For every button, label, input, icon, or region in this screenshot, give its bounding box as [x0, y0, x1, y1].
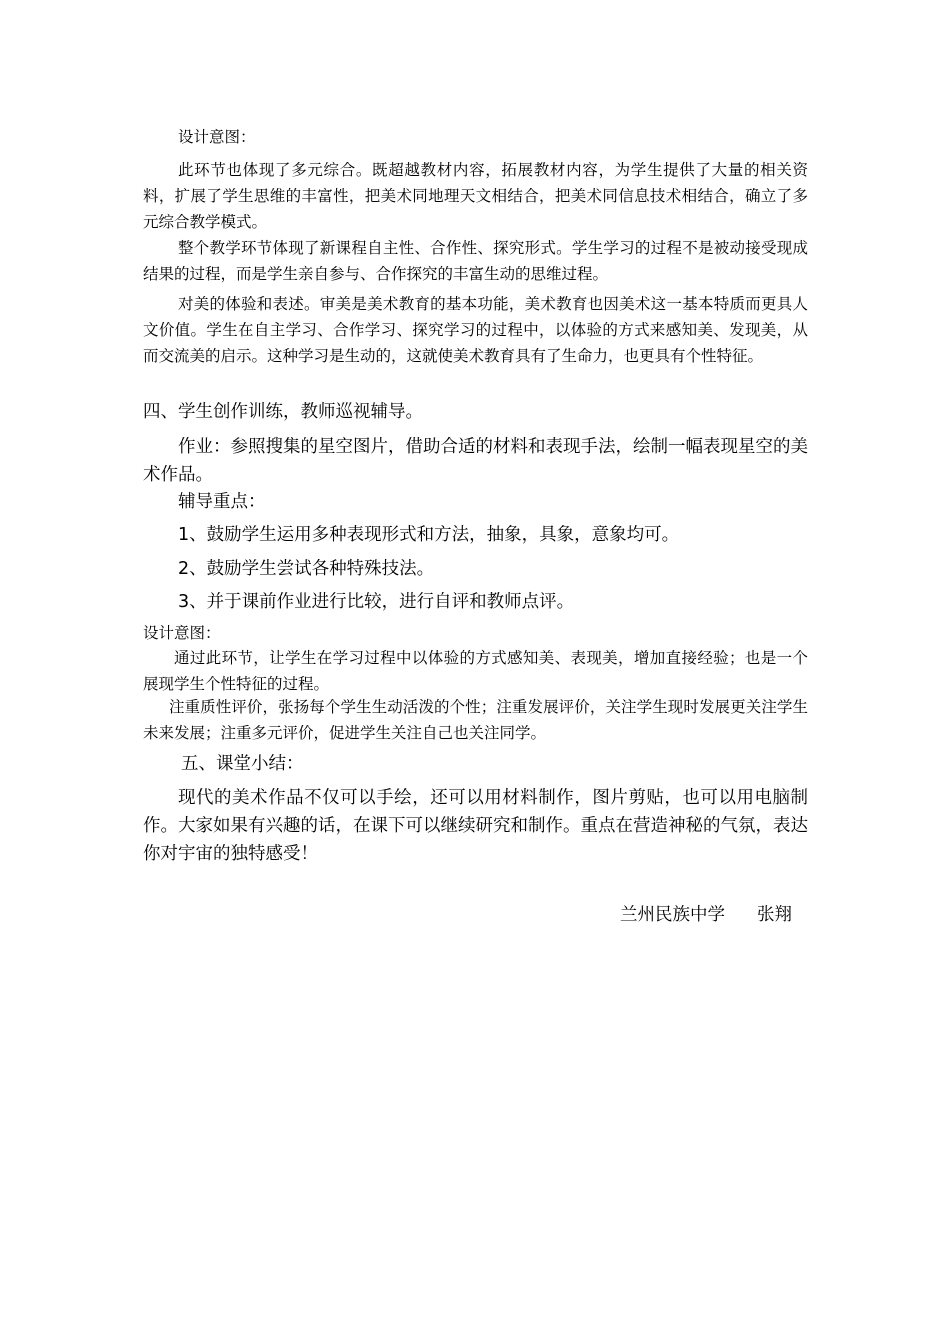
design-intent-1-paragraph-2: 整个教学环节体现了新课程自主性、合作性、探究形式。学生学习的过程不是被动接受现成结果的过程，而是学生亲自参与、合作探究的丰富生动的思维过程。 [143, 239, 808, 283]
summary-paragraph: 现代的美术作品不仅可以手绘，还可以用材料制作，图片剪贴，也可以用电脑制作。大家如果有兴趣的话，在课下可以继续研究和制作。重点在营造神秘的气氛，表达你对宇宙的独特感受！ [143, 788, 808, 864]
design-intent-2-paragraph-2: 注重质性评价，张扬每个学生生动活泼的个性；注重发展评价，关注学生现时发展更关注学生未来发展；注重多元评价，促进学生关注自己也关注同学。 [143, 698, 808, 742]
signature [620, 902, 792, 928]
signature-school: 兰州民族中学 [620, 905, 725, 925]
section-5-heading: 五、课堂小结： [181, 754, 304, 774]
guidance-item-2: 2、鼓励学生尝试各种特殊技法。 [178, 559, 435, 579]
guidance-title: 辅导重点： [178, 492, 266, 512]
design-intent-2-paragraph-1: 通过此环节，让学生在学习过程中以体验的方式感知美、表现美，增加直接经验；也是一个展现学生个性特征的过程。 [143, 649, 808, 693]
design-intent-1-paragraph-1: 此环节也体现了多元综合。既超越教材内容，拓展教材内容，为学生提供了大量的相关资料，扩展了学生思维的丰富性，把美术同地理天文相结合，把美术同信息技术相结合，确立了多元综合教学模式。 [143, 161, 808, 231]
section-4-heading: 四、学生创作训练，教师巡视辅导。 [143, 402, 423, 422]
homework-paragraph: 作业：参照搜集的星空图片，借助合适的材料和表现手法，绘制一幅表现星空的美术作品。 [143, 437, 808, 485]
signature-author: 张翔 [757, 905, 792, 925]
design-intent-1-title: 设计意图： [178, 128, 256, 146]
guidance-item-3: 3、并于课前作业进行比较，进行自评和教师点评。 [178, 592, 575, 612]
design-intent-2-title: 设计意图： [143, 624, 221, 642]
design-intent-1-paragraph-3: 对美的体验和表述。审美是美术教育的基本功能，美术教育也因美术这一基本特质而更具人文价值。学生在自主学习、合作学习、探究学习的过程中，以体验的方式来感知美、发现美，从而交流美的启示。这种学习是生动的，这就使美术教育具有了生命力，也更具有个性特征。 [143, 295, 808, 365]
guidance-item-1: 1、鼓励学生运用多种表现形式和方法，抽象，具象，意象均可。 [178, 525, 680, 545]
